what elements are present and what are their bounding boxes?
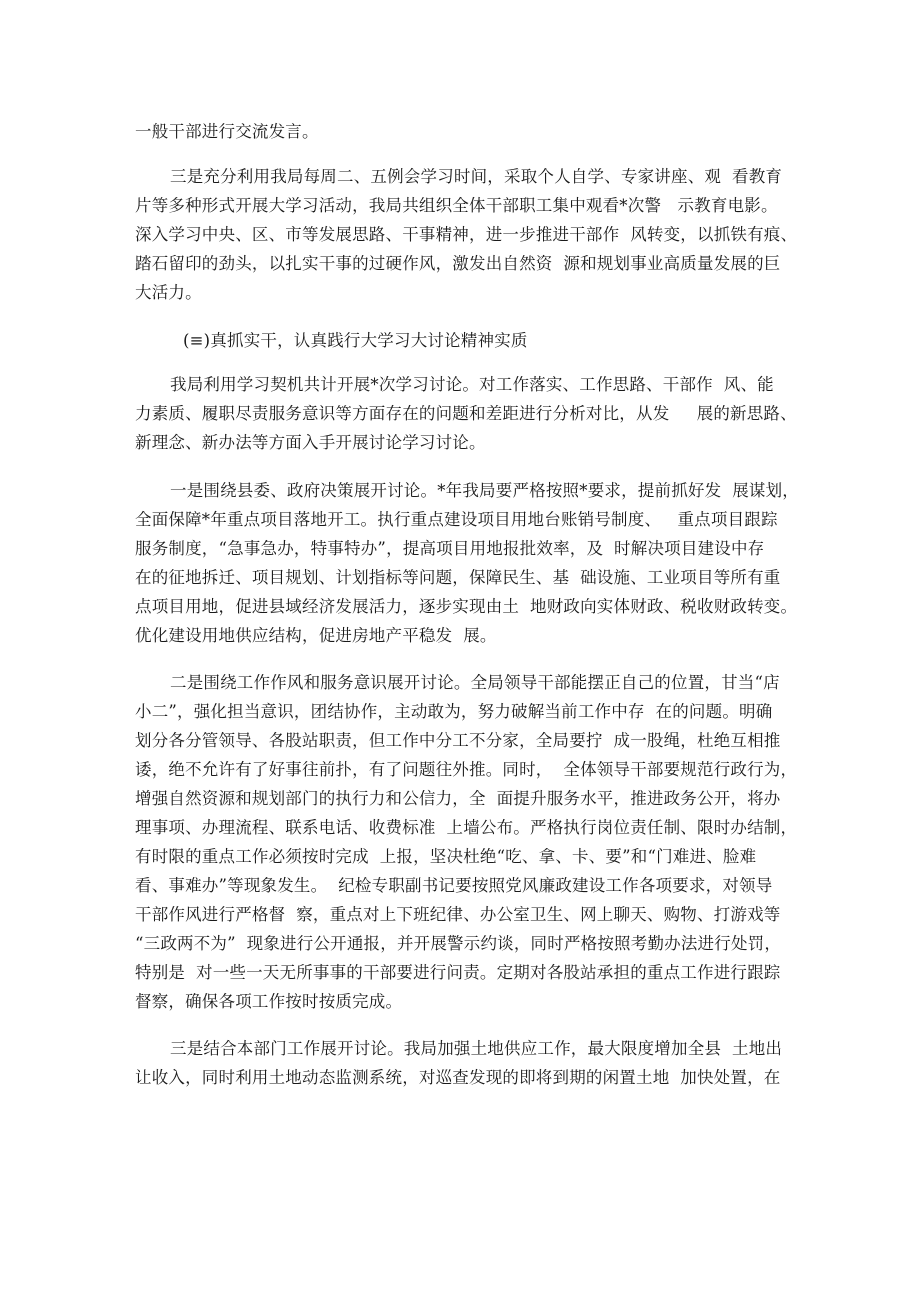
text-line-12: 全面保障*年重点项目落地开工。执行重点建设项目用地台账销号制度、 重点项目跟踪 bbox=[135, 510, 778, 529]
text-line-25: 干部作风进行严格督 察，重点对上下班纪律、办公室卫生、网上聊天、购物、打游戏等 bbox=[135, 905, 781, 924]
text-line-08: 我局利用学习契机共计开展*次学习讨论。对工作落实、工作思路、干部作 风、能 bbox=[170, 375, 774, 394]
section-heading: (≡)真抓实干，认真践行大学习大讨论精神实质 bbox=[183, 331, 528, 350]
text-line-06: 大活力。 bbox=[135, 283, 202, 302]
text-line-19: 划分各分管领导、各股站职责，但工作中分工不分家，全局要拧 成一股绳，杜绝互相推 bbox=[135, 731, 781, 750]
text-line-28: 督察，确保各项工作按时按质完成。 bbox=[135, 992, 403, 1011]
text-line-04: 深入学习中央、区、市等发展思路、干事精神，进一步推进干部作 风转变，以抓铁有痕、 bbox=[135, 225, 798, 244]
text-line-20: 诿，绝不允许有了好事往前扑，有了问题往外推。同时， 全体领导干部要规范行政行为， bbox=[135, 760, 798, 779]
text-line-18: 小二”，强化担当意识，团结协作，主动敢为，努力破解当前工作中存 在的问题。明确 bbox=[135, 702, 773, 721]
text-line-27: 特别是 对一些一天无所事事的干部要进行问责。定期对各股站承担的重点工作进行跟踪 bbox=[135, 963, 781, 982]
text-line-21: 增强自然资源和规划部门的执行力和公信力，全 面提升服务水平，推进政务公开，将办 bbox=[135, 789, 781, 808]
text-line-24: 看、事难办”等现象发生。 纪检专职副书记要按照党风廉政建设工作各项要求，对领导 bbox=[135, 876, 773, 895]
text-line-02: 三是充分利用我局每周二、五例会学习时间，采取个人自学、专家讲座、观 看教育 bbox=[170, 167, 783, 186]
text-line-05: 踏石留印的劲头，以扎实干事的过硬作风，激发出自然资 源和规划事业高质量发展的巨 bbox=[135, 254, 781, 273]
text-line-16: 优化建设用地供应结构，促进房地产平稳发 展。 bbox=[135, 626, 497, 645]
text-line-14: 在的征地拆迁、项目规划、计划指标等问题，保障民生、基 础设施、工业项目等所有重 bbox=[135, 568, 781, 587]
text-line-17: 二是围绕工作作风和服务意识展开讨论。全局领导干部能摆正自己的位置，甘当“店 bbox=[170, 673, 780, 692]
text-line-10: 新理念、新办法等方面入手开展讨论学习讨论。 bbox=[135, 433, 486, 452]
text-line-01: 一般干部进行交流发言。 bbox=[135, 122, 319, 141]
text-line-09: 力素质、履职尽责服务意识等方面存在的问题和差距进行分析对比，从发 展的新思路、 bbox=[135, 404, 797, 423]
text-line-03: 片等多种形式开展大学习活动，我局共组织全体干部职工集中观看*次警 示教育电影。 bbox=[135, 196, 778, 215]
text-line-30: 让收入，同时利用土地动态监测系统，对巡查发现的即将到期的闲置土地 加快处置，在 bbox=[135, 1068, 781, 1087]
text-line-29: 三是结合本部门工作展开讨论。我局加强土地供应工作，最大限度增加全县 土地出 bbox=[170, 1039, 783, 1058]
text-line-13: 服务制度，“急事急办，特事特办”，提高项目用地报批效率，及 时解决项目建设中存 bbox=[135, 539, 765, 558]
text-line-15: 点项目用地，促进县域经济发展活力，逐步实现由土 地财政向实体财政、税收财政转变。 bbox=[135, 597, 798, 616]
text-line-11: 一是围绕县委、政府决策展开讨论。*年我局要严格按照*要求，提前抓好发 展谋划， bbox=[170, 481, 799, 500]
text-line-23: 有时限的重点工作必须按时完成 上报，坚决杜绝“吃、拿、卡、要”和“门难进、脸难 bbox=[135, 847, 757, 866]
text-line-22: 理事项、办理流程、联系电话、收费标准 上墙公布。严格执行岗位责任制、限时办结制， bbox=[135, 818, 798, 837]
text-line-26: “三政两不为” 现象进行公开通报，并开展警示约谈，同时严格按照考勤办法进行处罚， bbox=[135, 934, 782, 953]
